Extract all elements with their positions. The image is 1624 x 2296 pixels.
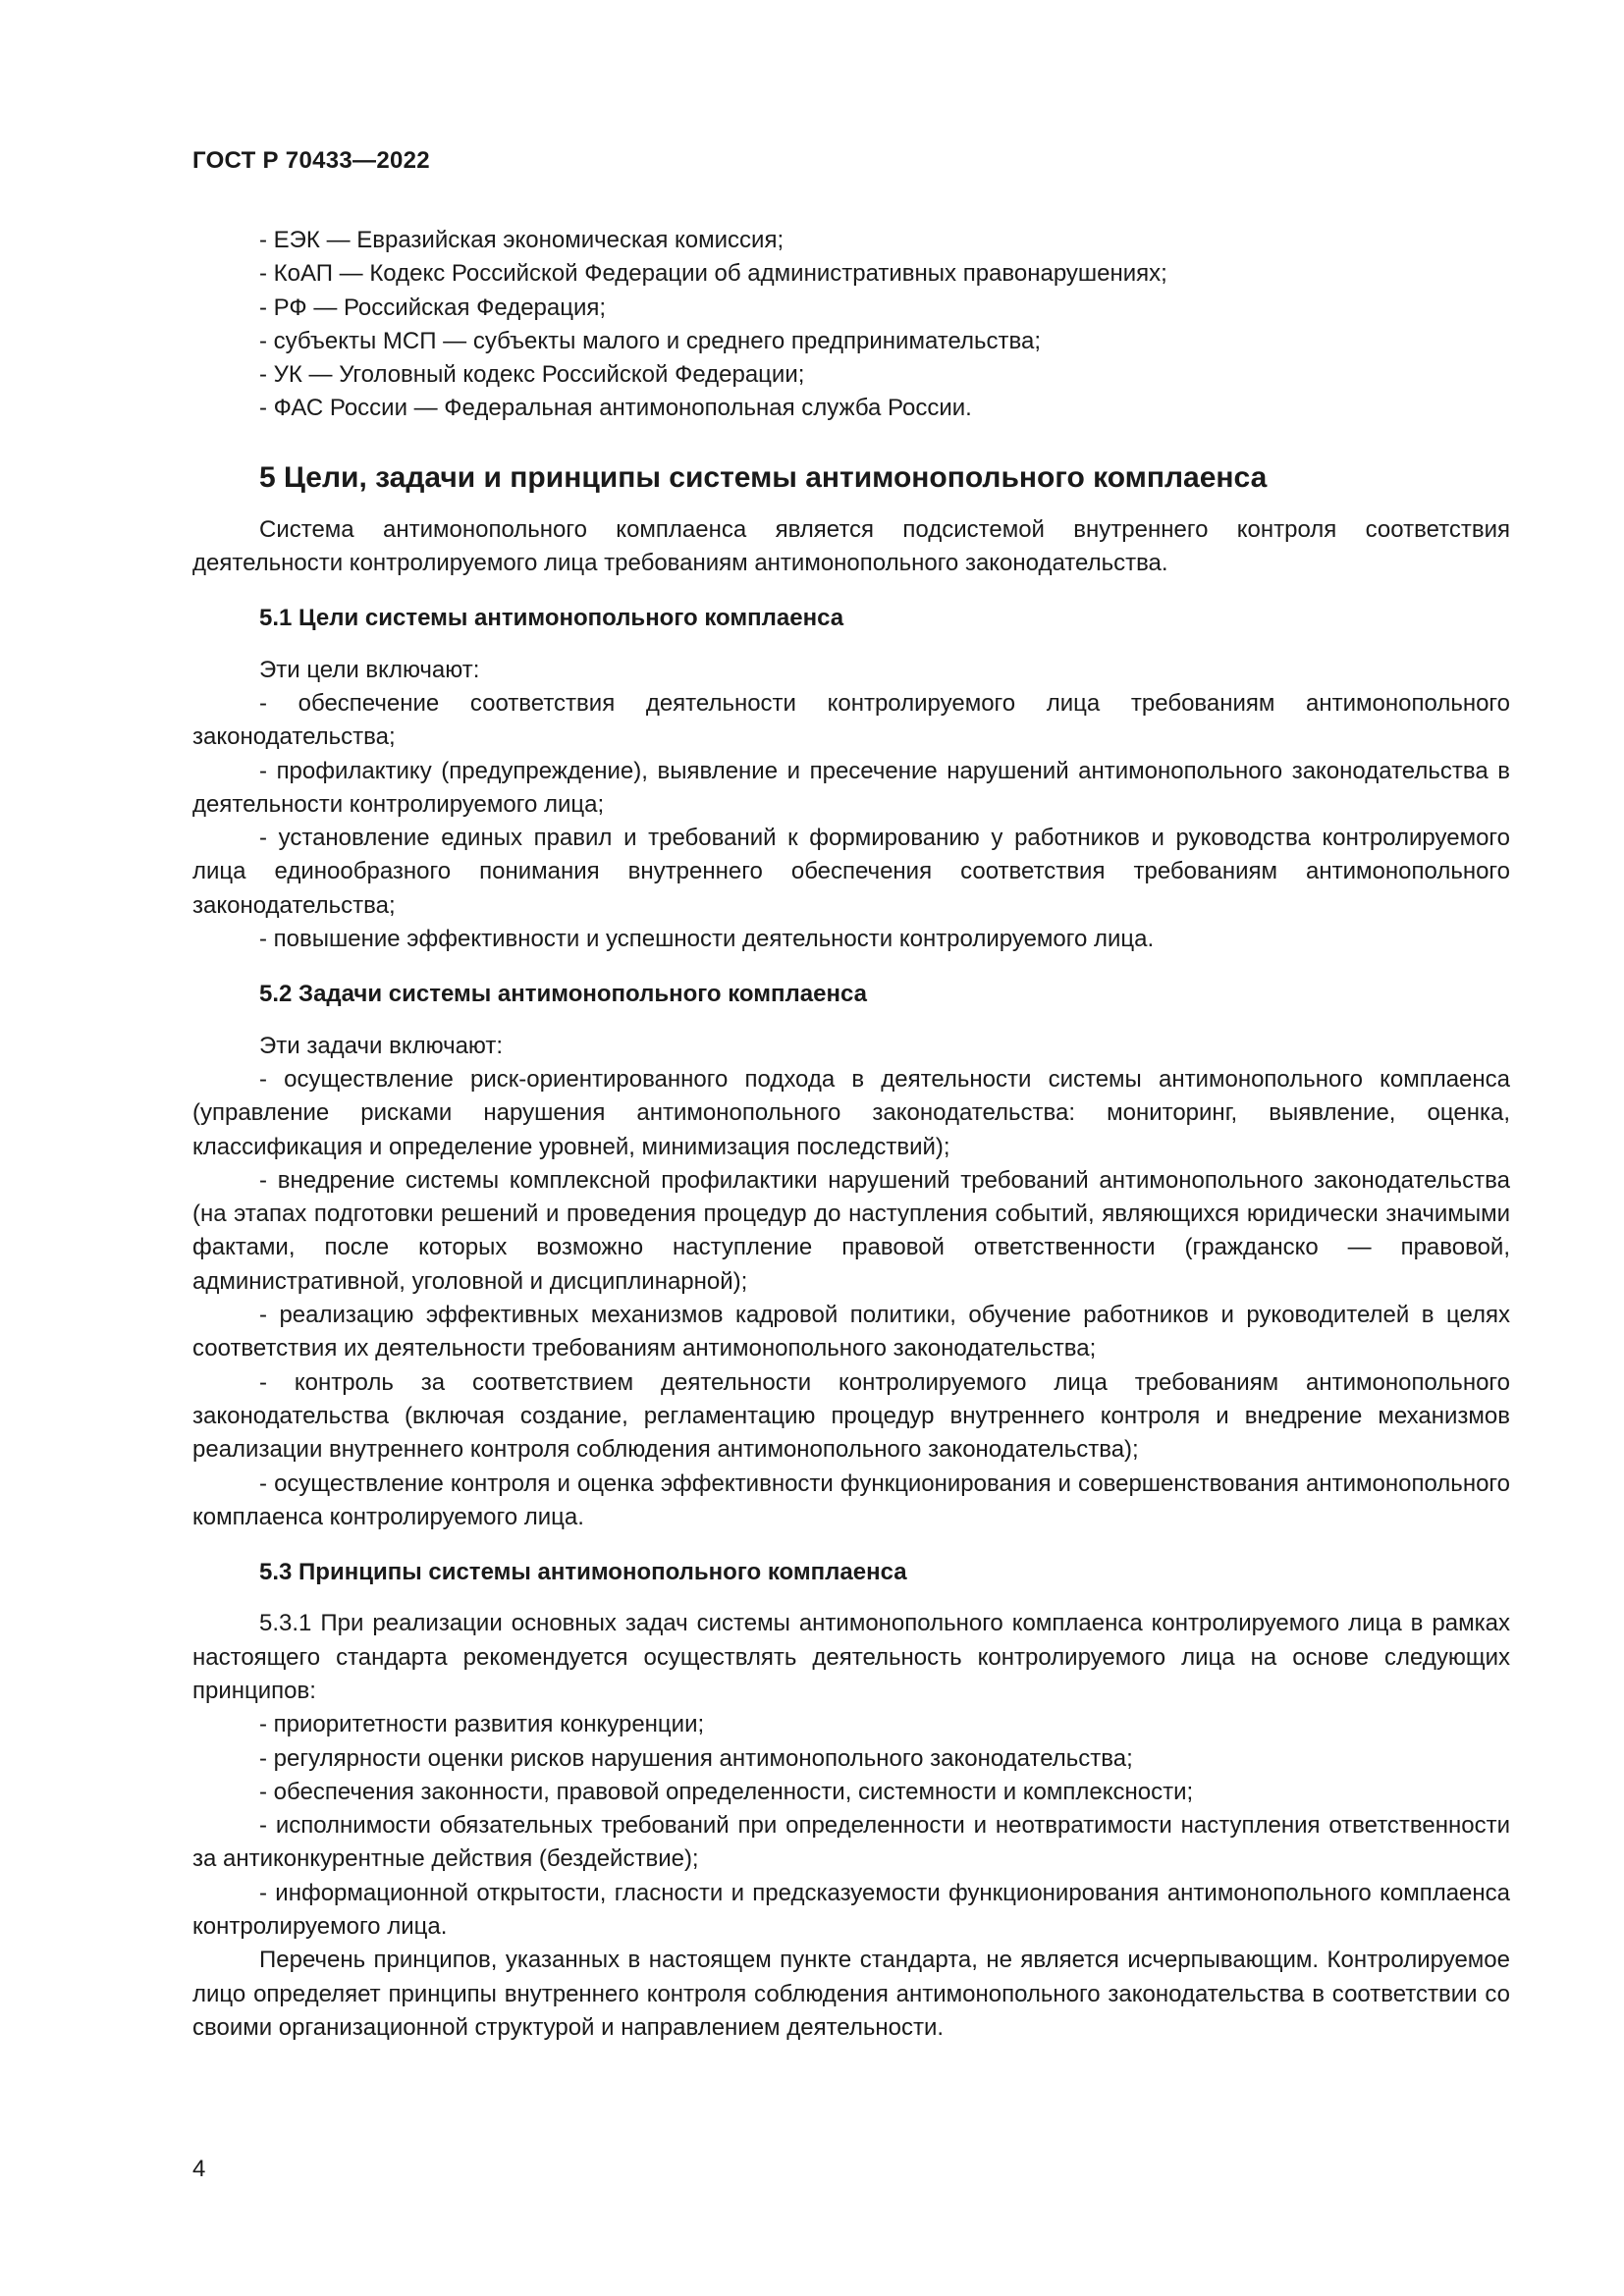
list-item: - обеспечение соответствия деятельности контролируемого лица требованиям антимонопольного законодательства; xyxy=(192,689,1510,751)
list-item: - исполнимости обязательных требований при определенности и неотвратимости наступления ответственности за антиконкурентные действия (бездействие); xyxy=(192,1812,1510,1873)
list-item: - контроль за соответствием деятельности контролируемого лица требованиям антимонопольного законодательства (включая создание, регламентацию процедур внутреннего контроля и внедрение механизмов реализации внутреннего контроля соблюдения антимонопольного законодательства); xyxy=(192,1368,1510,1464)
page-number: 4 xyxy=(192,2156,206,2182)
section-5-heading: 5 Цели, задачи и принципы системы антимонопольного комплаенса xyxy=(259,460,1268,494)
list-item: - внедрение системы комплексной профилактики нарушений требований антимонопольного законодательства (на этапах подготовки решений и проведения процедур до наступления событий, являющихся юридически значимыми фактами, после которых возможно наступление правовой ответственности (гражданско — правовой, административной, уголовной и дисциплинарной); xyxy=(192,1166,1510,1295)
section-5-1-lead: Эти цели включают: xyxy=(259,656,480,683)
section-5-intro: Система антимонопольного комплаенса является подсистемой внутреннего контроля соответствия деятельности контролируемого лица требованиям антимонопольного законодательства. xyxy=(192,515,1510,577)
list-item: - установление единых правил и требований к формированию у работников и руководства контролируемого лица единообразного понимания внутреннего обеспечения соответствия требованиям антимонопольного законодательства; xyxy=(192,825,1510,919)
section-5-2-heading: 5.2 Задачи системы антимонопольного комплаенса xyxy=(259,981,867,1008)
list-item: - профилактику (предупреждение), выявление и пресечение нарушений антимонопольного законодательства в деятельности контролируемого лица; xyxy=(192,757,1510,818)
page-content xyxy=(192,224,1510,2045)
list-item: - субъекты МСП — субъекты малого и среднего предпринимательства; xyxy=(259,327,1042,354)
document-standard-id: ГОСТ Р 70433—2022 xyxy=(192,147,430,174)
section-5-2-lead: Эти задачи включают: xyxy=(259,1032,504,1059)
list-item: - РФ — Российская Федерация; xyxy=(259,294,607,321)
abbreviations-list xyxy=(192,224,1510,426)
list-item: - регулярности оценки рисков нарушения антимонопольного законодательства; xyxy=(259,1744,1133,1772)
section-5-3-1-paragraph: 5.3.1 При реализации основных задач системы антимонопольного комплаенса контролируемого лица в рамках настоящего стандарта рекомендуется осуществлять деятельность контролируемого лица на основе следующих принципов: xyxy=(192,1610,1510,1704)
list-item: - осуществление риск-ориентированного подхода в деятельности системы антимонопольного комплаенса (управление рисками нарушения антимонопольного законодательства: мониторинг, выявление, оценка, классификация и определение уровней, минимизация последствий); xyxy=(192,1065,1510,1160)
list-item: - обеспечения законности, правовой определенности, системности и комплексности; xyxy=(259,1778,1194,1805)
list-item: - КоАП — Кодекс Российской Федерации об административных правонарушениях; xyxy=(259,260,1167,288)
list-item: - УК — Уголовный кодекс Российской Федерации; xyxy=(259,361,805,389)
list-item: - ФАС России — Федеральная антимонопольная служба России. xyxy=(259,395,972,422)
list-item: - повышение эффективности и успешности деятельности контролируемого лица. xyxy=(259,926,1155,953)
list-item: - осуществление контроля и оценка эффективности функционирования и совершенствования антимонопольного комплаенса контролируемого лица. xyxy=(192,1469,1510,1530)
list-item: - ЕЭК — Евразийская экономическая комиссия; xyxy=(259,227,785,253)
list-item: - реализацию эффективных механизмов кадровой политики, обучение работников и руководителей в целях соответствия их деятельности требованиям антимонопольного законодательства; xyxy=(192,1302,1510,1362)
section-5-3-closing: Перечень принципов, указанных в настоящем пункте стандарта, не является исчерпывающим. Контролируемое лицо определяет принципы внутреннего контроля соблюдения антимонопольного законодательства в соответствии со своими организационной структурой и направлением деятельности. xyxy=(192,1947,1510,2041)
list-item: - приоритетности развития конкуренции; xyxy=(259,1711,705,1738)
section-5-1-heading: 5.1 Цели системы антимонопольного комплаенса xyxy=(259,605,844,632)
section-5-3-heading: 5.3 Принципы системы антимонопольного комплаенса xyxy=(259,1559,907,1586)
list-item: - информационной открытости, гласности и предсказуемости функционирования антимонопольного комплаенса контролируемого лица. xyxy=(192,1879,1510,1941)
